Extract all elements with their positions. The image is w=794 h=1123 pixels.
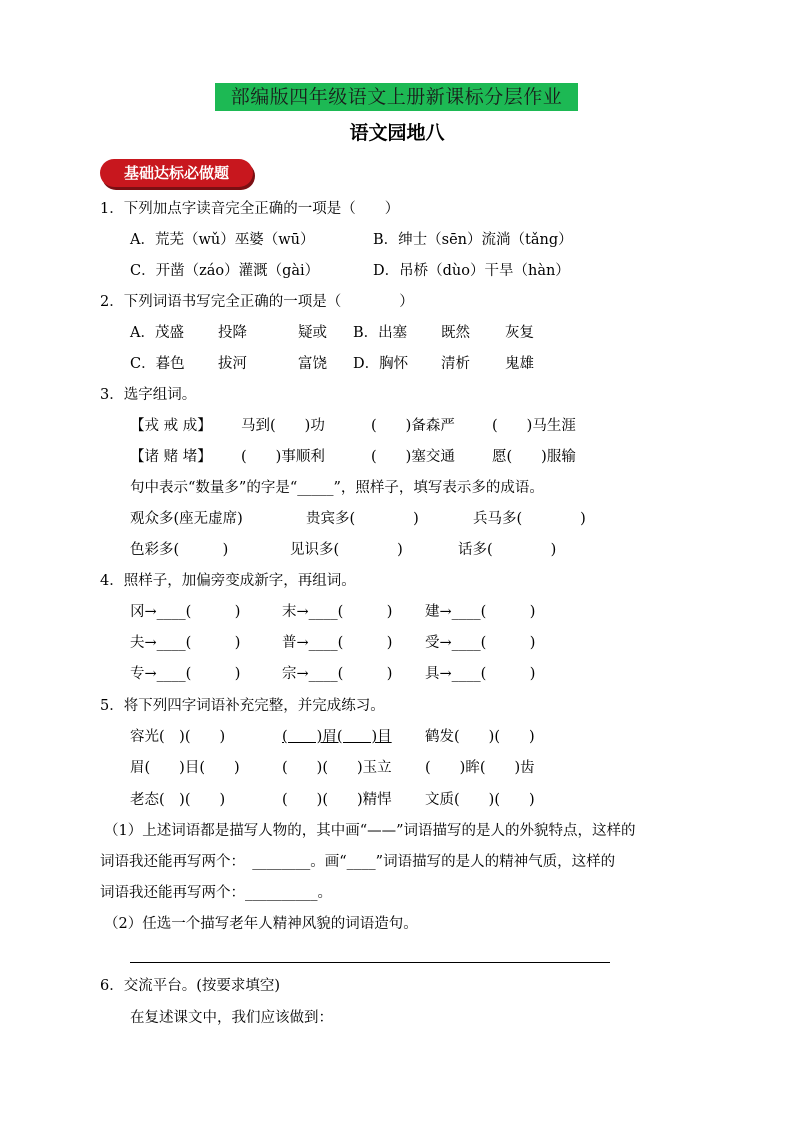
q1-stem: 1．下列加点字读音完全正确的一项是（ ） (100, 201, 400, 217)
q2-word: 富饶 (298, 356, 327, 372)
q4-blank[interactable]: 宗→____( ) (282, 666, 393, 682)
q3-idiom-blank[interactable]: 话多( ) (458, 542, 557, 558)
q4-blank[interactable]: 具→____( ) (425, 666, 536, 682)
section-badge: 基础达标必做题 (100, 159, 253, 187)
q5-blank[interactable]: ( )眸( )齿 (425, 760, 535, 776)
series-banner: 部编版四年级语文上册新课标分层作业 (215, 83, 578, 111)
q3-char-group-1: 【戎 戒 成】 (130, 418, 212, 434)
q3-blank[interactable]: ( )马生涯 (492, 418, 576, 434)
q5-blank[interactable]: ( )( )玉立 (282, 760, 392, 776)
q2-word: 疑或 (298, 325, 327, 341)
q5-blank[interactable]: ( )( )精悍 (282, 792, 392, 808)
q2-word: 清析 (441, 356, 470, 372)
q3-idiom-blank[interactable]: 兵马多( ) (473, 511, 586, 527)
q2-word: 既然 (441, 325, 470, 341)
q1-option-d[interactable]: D．吊桥（dùo）干旱（hàn） (373, 263, 570, 279)
q5-blank[interactable]: 鹤发( )( ) (425, 729, 535, 745)
q2-word: 拔河 (218, 356, 247, 372)
q6-prompt: 在复述课文中，我们应该做到： (130, 1010, 333, 1026)
q5-part1-text[interactable]: 词语我还能再写两个：__________。 (100, 885, 332, 901)
q3-idiom-blank[interactable]: 见识多( ) (290, 542, 403, 558)
q5-part1-text[interactable]: 词语我还能再写两个： ________。画“____”词语描写的是人的精神气质，这样的 (100, 854, 616, 870)
q3-stem: 3．选字组词。 (100, 387, 197, 403)
q4-blank[interactable]: 冈→____( ) (130, 604, 241, 620)
q2-word: 投降 (218, 325, 247, 341)
q3-blank[interactable]: ( )塞交通 (371, 449, 455, 465)
q3-blank[interactable]: ( )备森严 (371, 418, 455, 434)
q1-option-a[interactable]: A．荒芜（wǔ）巫婆（wū） (130, 232, 315, 248)
q4-blank[interactable]: 普→____( ) (282, 635, 393, 651)
q5-stem: 5．将下列四字词语补充完整，并完成练习。 (100, 698, 385, 714)
q2-stem: 2．下列词语书写完全正确的一项是（ ） (100, 294, 414, 310)
q4-blank[interactable]: 受→____( ) (425, 635, 536, 651)
q1-option-b[interactable]: B．绅士（sēn）流淌（tǎng） (373, 232, 573, 248)
q2-word[interactable]: C．暮色 (130, 356, 185, 372)
q3-char-group-2: 【诸 赌 堵】 (130, 449, 212, 465)
q4-blank[interactable]: 末→____( ) (282, 604, 393, 620)
q4-blank[interactable]: 专→____( ) (130, 666, 241, 682)
q5-blank[interactable]: 容光( )( ) (130, 729, 226, 745)
q5-blank[interactable]: 眉( )目( ) (130, 760, 240, 776)
q3-blank[interactable]: ( )事顺利 (241, 449, 325, 465)
q5-part2-text: （2）任选一个描写老年人精神风貌的词语造句。 (104, 916, 418, 932)
q4-stem: 4．照样子，加偏旁变成新字，再组词。 (100, 573, 356, 589)
q3-blank[interactable]: 愿( )服输 (492, 449, 576, 465)
q4-blank[interactable]: 夫→____( ) (130, 635, 241, 651)
q5-part1-text: （1）上述词语都是描写人物的，其中画“——”词语描写的是人的外貌特点，这样的 (104, 823, 636, 839)
q2-word: 鬼雄 (505, 356, 534, 372)
answer-line[interactable] (130, 962, 610, 963)
q6-stem: 6．交流平台。(按要求填空) (100, 978, 281, 994)
q4-blank[interactable]: 建→____( ) (425, 604, 536, 620)
q2-word[interactable]: D．胸怀 (353, 356, 409, 372)
q3-idiom: 观众多(座无虚席) (130, 511, 243, 527)
q5-blank[interactable]: 文质( )( ) (425, 792, 535, 808)
page-title: 语文园地八 (349, 122, 445, 144)
q3-idiom-blank[interactable]: 色彩多( ) (130, 542, 229, 558)
q2-word: 灰复 (505, 325, 534, 341)
q3-blank[interactable]: 马到( )功 (241, 418, 325, 434)
q3-note: 句中表示“数量多”的字是“_____”，照样子，填写表示多的成语。 (130, 480, 544, 496)
q2-word[interactable]: A．茂盛 (130, 325, 184, 341)
q3-idiom-blank[interactable]: 贵宾多( ) (306, 511, 419, 527)
q5-blank[interactable]: 老态( )( ) (130, 792, 226, 808)
q2-word[interactable]: B．出塞 (353, 325, 408, 341)
q5-blank-underlined[interactable]: ( )眉( )目 (282, 729, 392, 745)
q1-option-c[interactable]: C．开凿（záo）灌溉（gài） (130, 263, 320, 279)
